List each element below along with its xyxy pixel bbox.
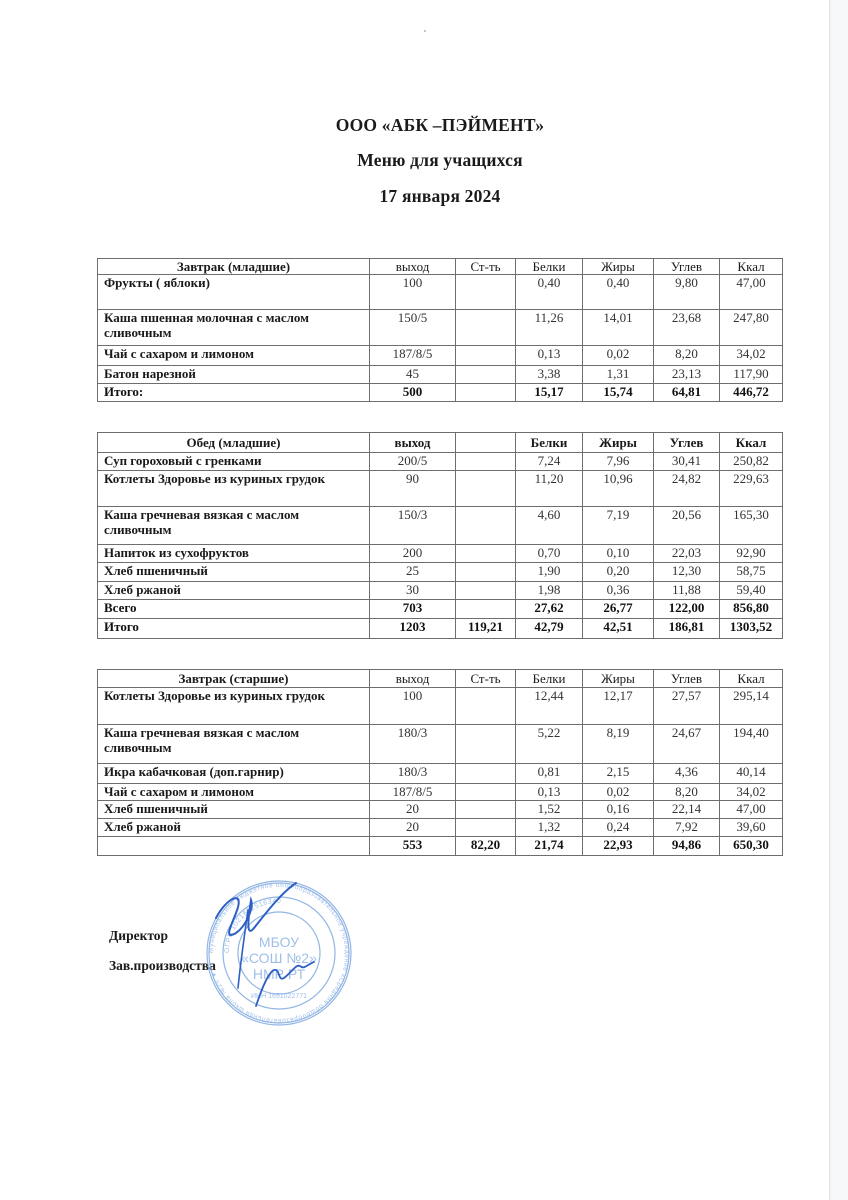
dish-kcal: 247,80: [720, 310, 783, 346]
svg-text:ОГРН 1021602516340: ОГРН 1021602516340: [223, 897, 282, 954]
dish-output: 100: [370, 688, 456, 725]
total-cost: [456, 384, 516, 402]
dish-output: 100: [370, 275, 456, 310]
table-row: [98, 725, 783, 764]
dish-carbs: 22,03: [654, 545, 720, 563]
dish-fat: 0,40: [583, 275, 654, 310]
dish-carbs: 22,14: [654, 801, 720, 819]
dish-name: Котлеты Здоровье из куриных грудок: [98, 471, 370, 507]
dish-kcal: 40,14: [720, 764, 783, 784]
dish-carbs: 24,67: [654, 725, 720, 764]
dish-output: 200/5: [370, 453, 456, 471]
col-fat: Жиры: [583, 670, 654, 688]
total-label: Итого:: [98, 384, 370, 402]
dish-name: Фрукты ( яблоки): [98, 275, 370, 310]
table-row: [98, 819, 783, 837]
total-protein: 27,62: [516, 600, 583, 619]
total-row: [98, 837, 783, 856]
dish-fat: 10,96: [583, 471, 654, 507]
dish-cost: [456, 310, 516, 346]
total-cost: [456, 600, 516, 619]
dish-name: Чай с сахаром и лимоном: [98, 784, 370, 801]
col-fat: Жиры: [583, 433, 654, 453]
dish-carbs: 30,41: [654, 453, 720, 471]
dish-kcal: 39,60: [720, 819, 783, 837]
dish-kcal: 59,40: [720, 582, 783, 600]
official-stamp-icon: [196, 878, 362, 1028]
table-row: [98, 545, 783, 563]
dish-kcal: 229,63: [720, 471, 783, 507]
dish-fat: 12,17: [583, 688, 654, 725]
total-carbs: 64,81: [654, 384, 720, 402]
table-row: [98, 582, 783, 600]
dish-protein: 1,90: [516, 563, 583, 582]
dish-carbs: 8,20: [654, 346, 720, 366]
table-row: [98, 310, 783, 346]
dish-fat: 0,20: [583, 563, 654, 582]
dish-kcal: 92,90: [720, 545, 783, 563]
dish-name: Чай с сахаром и лимоном: [98, 346, 370, 366]
dish-output: 150/3: [370, 507, 456, 545]
total-protein: 42,79: [516, 619, 583, 639]
total-output: 500: [370, 384, 456, 402]
total-output: 703: [370, 600, 456, 619]
dish-kcal: 47,00: [720, 275, 783, 310]
table-row: [98, 346, 783, 366]
dish-kcal: 165,30: [720, 507, 783, 545]
company-name: ООО «АБК –ПЭЙМЕНТ»: [335, 115, 545, 135]
dish-kcal: 58,75: [720, 563, 783, 582]
dish-protein: 3,38: [516, 366, 583, 384]
table-row: [98, 764, 783, 784]
table-row: [98, 453, 783, 471]
dish-fat: 14,01: [583, 310, 654, 346]
total-cost: 119,21: [456, 619, 516, 639]
dish-output: 30: [370, 582, 456, 600]
svg-text:«СОШ №2»: «СОШ №2»: [241, 950, 317, 966]
dish-carbs: 27,57: [654, 688, 720, 725]
dish-protein: 0,40: [516, 275, 583, 310]
total-fat: 22,93: [583, 837, 654, 856]
scan-speck: [424, 30, 426, 32]
dish-output: 20: [370, 801, 456, 819]
subtotal-row: [98, 600, 783, 619]
dish-name: Каша гречневая вязкая с маслом сливочным: [98, 507, 370, 545]
menu-table-lunch-junior: [97, 432, 783, 639]
dish-fat: 8,19: [583, 725, 654, 764]
dish-output: 25: [370, 563, 456, 582]
dish-protein: 1,52: [516, 801, 583, 819]
dish-carbs: 12,30: [654, 563, 720, 582]
document-title: Меню для учащихся: [357, 150, 523, 170]
dish-name: Батон нарезной: [98, 366, 370, 384]
document-date: 17 января 2024: [379, 186, 501, 206]
dish-cost: [456, 784, 516, 801]
col-fat: Жиры: [583, 259, 654, 275]
total-protein: 15,17: [516, 384, 583, 402]
table-row: [98, 563, 783, 582]
total-kcal: 650,30: [720, 837, 783, 856]
total-label: Итого: [98, 619, 370, 639]
col-cost-empty: [456, 433, 516, 453]
menu-table-breakfast-senior: [97, 669, 783, 856]
svg-text:Муниципальное бюджетное общеоб: Муниципальное бюджетное общеобразовательное учреждение «Средняя общеобразовательная школа №2» ✦: [207, 881, 351, 1025]
dish-output: 187/8/5: [370, 784, 456, 801]
table-header-row: [98, 259, 783, 275]
total-fat: 15,74: [583, 384, 654, 402]
dish-fat: 0,36: [583, 582, 654, 600]
dish-protein: 1,98: [516, 582, 583, 600]
dish-protein: 7,24: [516, 453, 583, 471]
production-head-label: Зав.производства: [109, 958, 216, 973]
dish-protein: 5,22: [516, 725, 583, 764]
section-title: Обед (младшие): [98, 433, 370, 453]
dish-cost: [456, 453, 516, 471]
dish-name: Напиток из сухофруктов: [98, 545, 370, 563]
table-header-row: [98, 433, 783, 453]
total-row: [98, 619, 783, 639]
dish-carbs: 20,56: [654, 507, 720, 545]
dish-output: 180/3: [370, 764, 456, 784]
total-label: Всего: [98, 600, 370, 619]
dish-name: Суп гороховый с гренками: [98, 453, 370, 471]
dish-carbs: 9,80: [654, 275, 720, 310]
dish-cost: [456, 346, 516, 366]
dish-name: Каша гречневая вязкая с маслом сливочным: [98, 725, 370, 764]
menu-table-breakfast-junior: [97, 258, 783, 402]
dish-cost: [456, 582, 516, 600]
dish-name: Котлеты Здоровье из куриных грудок: [98, 688, 370, 725]
dish-fat: 7,19: [583, 507, 654, 545]
total-kcal: 446,72: [720, 384, 783, 402]
dish-protein: 0,70: [516, 545, 583, 563]
dish-name: Хлеб пшеничный: [98, 801, 370, 819]
dish-output: 200: [370, 545, 456, 563]
dish-cost: [456, 471, 516, 507]
dish-carbs: 23,68: [654, 310, 720, 346]
col-protein: Белки: [516, 670, 583, 688]
col-kcal: Ккал: [720, 259, 783, 275]
dish-fat: 0,02: [583, 346, 654, 366]
dish-cost: [456, 275, 516, 310]
dish-carbs: 7,92: [654, 819, 720, 837]
total-cost: 82,20: [456, 837, 516, 856]
dish-carbs: 4,36: [654, 764, 720, 784]
total-protein: 21,74: [516, 837, 583, 856]
section-title: Завтрак (младшие): [98, 259, 370, 275]
total-fat: 26,77: [583, 600, 654, 619]
total-kcal: 1303,52: [720, 619, 783, 639]
dish-carbs: 24,82: [654, 471, 720, 507]
dish-fat: 0,10: [583, 545, 654, 563]
col-carbs: Углев: [654, 259, 720, 275]
col-cost: Ст-ть: [456, 259, 516, 275]
dish-cost: [456, 764, 516, 784]
dish-fat: 0,16: [583, 801, 654, 819]
col-output: выход: [370, 670, 456, 688]
dish-name: Икра кабачковая (доп.гарнир): [98, 764, 370, 784]
dish-kcal: 34,02: [720, 346, 783, 366]
total-kcal: 856,80: [720, 600, 783, 619]
dish-cost: [456, 801, 516, 819]
dish-carbs: 8,20: [654, 784, 720, 801]
dish-name: Хлеб пшеничный: [98, 563, 370, 582]
col-carbs: Углев: [654, 433, 720, 453]
dish-kcal: 250,82: [720, 453, 783, 471]
table-row: [98, 471, 783, 507]
col-carbs: Углев: [654, 670, 720, 688]
page-margin: [831, 0, 848, 1200]
total-output: 1203: [370, 619, 456, 639]
dish-name: Каша пшенная молочная с маслом сливочным: [98, 310, 370, 346]
col-output: выход: [370, 433, 456, 453]
total-fat: 42,51: [583, 619, 654, 639]
col-protein: Белки: [516, 259, 583, 275]
total-carbs: 94,86: [654, 837, 720, 856]
total-carbs: 122,00: [654, 600, 720, 619]
svg-text:ИНН 1651022771: ИНН 1651022771: [250, 993, 308, 1000]
table-row: [98, 275, 783, 310]
dish-carbs: 23,13: [654, 366, 720, 384]
dish-protein: 11,20: [516, 471, 583, 507]
col-protein: Белки: [516, 433, 583, 453]
dish-cost: [456, 819, 516, 837]
dish-cost: [456, 563, 516, 582]
col-cost: Ст-ть: [456, 670, 516, 688]
dish-cost: [456, 507, 516, 545]
table-row: [98, 507, 783, 545]
dish-output: 90: [370, 471, 456, 507]
table-row: [98, 366, 783, 384]
dish-fat: 1,31: [583, 366, 654, 384]
dish-cost: [456, 545, 516, 563]
director-label: Директор: [109, 928, 169, 943]
dish-protein: 0,81: [516, 764, 583, 784]
dish-output: 187/8/5: [370, 346, 456, 366]
dish-kcal: 34,02: [720, 784, 783, 801]
dish-carbs: 11,88: [654, 582, 720, 600]
dish-protein: 4,60: [516, 507, 583, 545]
dish-output: 150/5: [370, 310, 456, 346]
dish-cost: [456, 725, 516, 764]
dish-name: Хлеб ржаной: [98, 582, 370, 600]
dish-fat: 7,96: [583, 453, 654, 471]
table-header-row: [98, 670, 783, 688]
total-row: [98, 384, 783, 402]
dish-protein: 11,26: [516, 310, 583, 346]
dish-output: 180/3: [370, 725, 456, 764]
total-label: [98, 837, 370, 856]
table-row: [98, 801, 783, 819]
dish-fat: 0,02: [583, 784, 654, 801]
table-row: [98, 688, 783, 725]
dish-protein: 0,13: [516, 784, 583, 801]
dish-cost: [456, 366, 516, 384]
dish-protein: 12,44: [516, 688, 583, 725]
dish-kcal: 117,90: [720, 366, 783, 384]
dish-protein: 0,13: [516, 346, 583, 366]
svg-text:МБОУ: МБОУ: [258, 934, 300, 950]
svg-text:НМР РТ: НМР РТ: [252, 966, 306, 982]
dish-output: 20: [370, 819, 456, 837]
dish-output: 45: [370, 366, 456, 384]
dish-name: Хлеб ржаной: [98, 819, 370, 837]
dish-cost: [456, 688, 516, 725]
total-carbs: 186,81: [654, 619, 720, 639]
col-output: выход: [370, 259, 456, 275]
dish-kcal: 47,00: [720, 801, 783, 819]
col-kcal: Ккал: [720, 670, 783, 688]
total-output: 553: [370, 837, 456, 856]
col-kcal: Ккал: [720, 433, 783, 453]
dish-kcal: 194,40: [720, 725, 783, 764]
dish-protein: 1,32: [516, 819, 583, 837]
dish-fat: 0,24: [583, 819, 654, 837]
dish-fat: 2,15: [583, 764, 654, 784]
table-row: [98, 784, 783, 801]
dish-kcal: 295,14: [720, 688, 783, 725]
section-title: Завтрак (старшие): [98, 670, 370, 688]
